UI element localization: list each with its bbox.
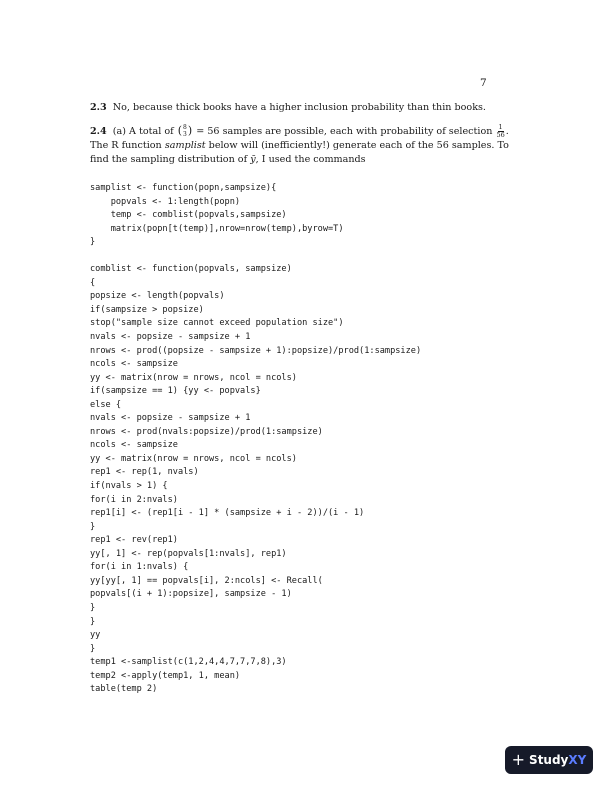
- section-label: 2.3: [90, 102, 107, 113]
- code-line: ncols <- sampsize: [90, 440, 178, 451]
- code-line: else {: [90, 399, 122, 410]
- answer-text: No, because thick books have a higher inclusion probability than thin books.: [112, 102, 486, 113]
- code-line: [90, 250, 421, 264]
- part-label: (a): [112, 126, 126, 138]
- code-line: }: [90, 602, 96, 613]
- code-line: rep1[i] <- (rep1[i - 1] * (sampsize + i - 2))/(i - 1): [90, 508, 365, 519]
- fraction-denominator: 56: [496, 131, 505, 140]
- code-line: nrows <- prod(nvals:popsize)/prod(1:sampsize): [90, 426, 323, 437]
- code-line: if(sampsize > popsize): [90, 304, 204, 315]
- code-line: nvals <- popsize - sampsize + 1: [90, 413, 251, 424]
- code-line: yy: [90, 630, 101, 641]
- code-line: popvals[(i + 1):popsize], sampsize - 1): [90, 589, 292, 600]
- code-line: yy[, 1] <- rep(popvals[1:nvals], rep1): [90, 548, 287, 559]
- code-line: popsize <- length(popvals): [90, 291, 225, 302]
- answer-text: = 56 samples are possible, each with probability of selection: [196, 126, 493, 138]
- code-line: yy <- matrix(nrow = nrows, ncol = ncols): [90, 372, 297, 383]
- answer-2-4: [90, 124, 522, 166]
- answer-text: below will (inefficiently!) generate each of the 56 samples. To find the sampling distribution of: [90, 140, 509, 165]
- code-line: temp2 <-apply(temp1, 1, mean): [90, 670, 241, 681]
- plus-icon: +: [511, 750, 526, 769]
- studyxy-logo: [505, 746, 593, 774]
- code-line: nvals <- popsize - sampsize + 1: [90, 332, 251, 343]
- code-line: yy[yy[, 1] == popvals[i], 2:ncols] <- Recall(: [90, 575, 323, 586]
- code-line: rep1 <- rev(rep1): [90, 535, 178, 546]
- code-line: rep1 <- rep(1, nvals): [90, 467, 199, 478]
- page-number: 7: [480, 77, 487, 89]
- binom-bottom: 3: [183, 130, 187, 138]
- code-line: temp <- comblist(popvals,sampsize): [90, 210, 287, 221]
- code-line: for(i in 2:nvals): [90, 494, 178, 505]
- fraction: [496, 124, 504, 139]
- binomial-coefficient: ( 8 3 ): [177, 124, 193, 138]
- code-block: [90, 182, 421, 697]
- code-line: temp1 <-samplist(c(1,2,4,4,7,7,7,8),3): [90, 657, 287, 668]
- binom-top: 8: [183, 124, 187, 131]
- logo-text-accent: XY: [568, 753, 587, 767]
- code-line: matrix(popn[t(temp)],nrow=nrow(temp),byrow=T): [90, 223, 344, 234]
- code-line: }: [90, 237, 96, 248]
- code-line: ncols <- sampsize: [90, 359, 178, 370]
- answer-text: , I used the commands: [255, 153, 366, 165]
- fraction-numerator: 1: [498, 123, 503, 132]
- answer-text: . The R function: [90, 126, 509, 152]
- section-label: 2.4: [90, 126, 107, 138]
- code-line: samplist <- function(popn,sampsize){: [90, 183, 277, 193]
- function-name: samplist: [164, 140, 206, 152]
- code-line: yy <- matrix(nrow = nrows, ncol = ncols): [90, 453, 297, 464]
- code-line: nrows <- prod((popsize - sampsize + 1):popsize)/prod(1:sampsize): [90, 345, 422, 356]
- answer-2-3: [90, 101, 522, 114]
- code-line: stop("sample size cannot exceed population size"): [90, 318, 344, 329]
- code-line: comblist <- function(popvals, sampsize): [90, 264, 292, 275]
- code-line: table(temp 2): [90, 684, 158, 695]
- code-line: for(i in 1:nvals) {: [90, 562, 189, 573]
- code-line: popvals <- 1:length(popn): [90, 196, 241, 207]
- code-line: if(sampsize == 1) {yy <- popvals}: [90, 386, 261, 397]
- ybar-symbol: ȳ: [250, 153, 256, 165]
- code-line: }: [90, 616, 96, 627]
- code-line: {: [90, 277, 96, 288]
- logo-text: Study: [529, 753, 569, 767]
- code-line: if(nvals > 1) {: [90, 481, 168, 492]
- code-line: }: [90, 643, 96, 654]
- code-line: }: [90, 521, 96, 532]
- answer-text: A total of: [129, 126, 174, 138]
